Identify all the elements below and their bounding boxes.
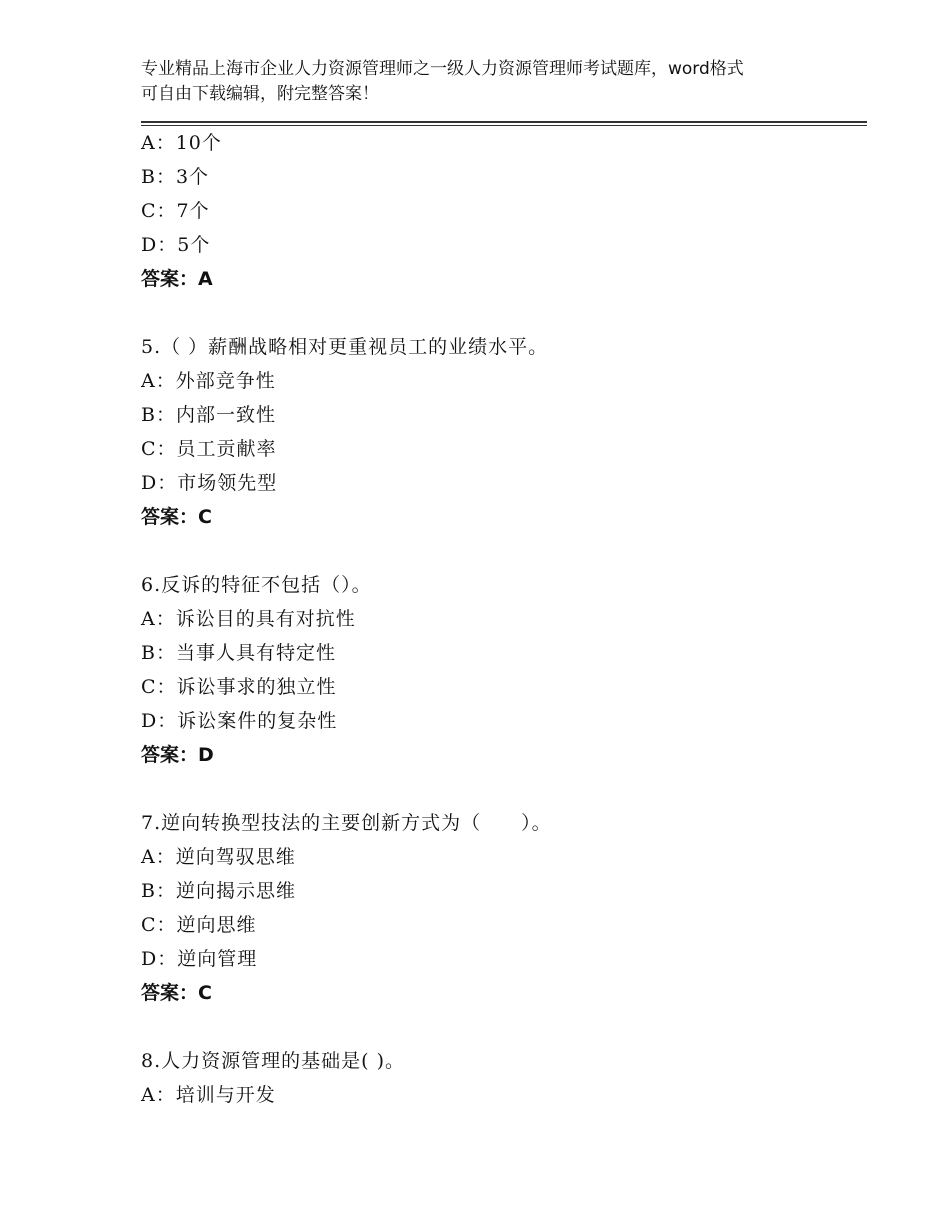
option-d: D：市场领先型 xyxy=(141,472,278,494)
option-b: B：内部一致性 xyxy=(141,404,276,426)
question-5 xyxy=(141,330,861,534)
option-d: D：5个 xyxy=(141,234,211,256)
answer: 答案：C xyxy=(141,506,212,528)
option-a: A：外部竞争性 xyxy=(141,370,276,392)
header-line-2: 可自由下载编辑，附完整答案！ xyxy=(141,84,379,104)
option-c: C：诉讼事求的独立性 xyxy=(141,676,337,698)
header-line-1: 专业精品上海市企业人力资源管理师之一级人力资源管理师考试题库，word格式 xyxy=(141,59,744,79)
option-d: D：逆向管理 xyxy=(141,948,258,970)
spacer xyxy=(141,296,861,330)
question-text: 7.逆向转换型技法的主要创新方式为（ ）。 xyxy=(141,812,552,834)
option-b: B：当事人具有特定性 xyxy=(141,642,336,664)
header-rule-thick xyxy=(141,121,867,123)
option-a: A：逆向驾驭思维 xyxy=(141,846,296,868)
question-8 xyxy=(141,1044,861,1112)
option-a: A：诉讼目的具有对抗性 xyxy=(141,608,356,630)
question-list xyxy=(141,126,861,1112)
option-d: D：诉讼案件的复杂性 xyxy=(141,710,338,732)
spacer xyxy=(141,1010,861,1044)
question-4 xyxy=(141,126,861,296)
option-c: C：7个 xyxy=(141,200,210,222)
question-text: 8.人力资源管理的基础是( )。 xyxy=(141,1050,405,1072)
option-c: C：员工贡献率 xyxy=(141,438,277,460)
question-text: 6.反诉的特征不包括（）。 xyxy=(141,574,372,596)
question-text: 5.（ ）薪酬战略相对更重视员工的业绩水平。 xyxy=(141,336,549,358)
spacer xyxy=(141,772,861,806)
option-a: A：10个 xyxy=(141,132,222,154)
option-c: C：逆向思维 xyxy=(141,914,257,936)
question-6 xyxy=(141,568,861,772)
option-b: B：3个 xyxy=(141,166,210,188)
answer: 答案：C xyxy=(141,982,212,1004)
page-header xyxy=(141,57,841,107)
question-7 xyxy=(141,806,861,1010)
option-a: A：培训与开发 xyxy=(141,1084,276,1106)
answer: 答案：D xyxy=(141,744,214,766)
spacer xyxy=(141,534,861,568)
answer: 答案：A xyxy=(141,268,213,290)
option-b: B：逆向揭示思维 xyxy=(141,880,296,902)
